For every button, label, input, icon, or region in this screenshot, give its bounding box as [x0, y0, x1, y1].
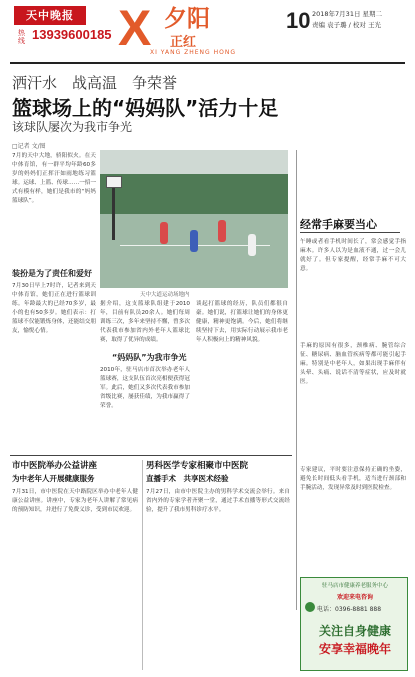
lead-byline: □记者 文/图 [12, 143, 46, 150]
lead-section-head-2: “妈妈队”为我市争光 [112, 353, 187, 362]
photo-backboard [106, 176, 122, 188]
lead-headline: 篮球场上的“妈妈队”活力十足 [12, 96, 279, 120]
health-article-text-1: 午睡或者看手机时间长了，常会感觉手指麻木。许多人以为是血液不通，过一会儿就好了。但专家提醒，经常手麻不可大意。 [300, 239, 406, 272]
masthead [0, 0, 415, 62]
right-column-rule [296, 150, 297, 610]
hotline-number: 13939600185 [32, 27, 112, 42]
photo-player [218, 220, 226, 242]
hotline-label: 热线 [18, 29, 25, 45]
bottom-story-1-subtitle: 为中老年人开展健康服务 [12, 474, 95, 483]
photo-hoop-pole [112, 180, 115, 240]
ad-band: 欢迎来电咨询 [336, 594, 373, 601]
lead-section-head-1: 装扮是为了责任和爱好 [12, 269, 92, 278]
lead-column-3: 谈起打篮球的经历，队员们都很自豪。她们说，打篮球让她们的身体更健康，精神更饱满。今后，她们将继续坚持下去，用实际行动展示我市老年人积极向上的精神风貌。 [196, 301, 288, 343]
lead-subhead: 该球队屡次为我市争光 [12, 120, 133, 134]
newspaper-logo: 天中晚报 [14, 6, 86, 25]
advertisement [300, 577, 408, 671]
ad-organization: 驻马店市健康养老服务中心 [321, 583, 388, 589]
lead-column-1: 7月的天中大地，骄阳似火。在天中体育馆，有一群平均年龄60多岁的妈妈们正挥汗如雨地练习篮球。运球、上篮、传球……一招一式有模有样，她们是我市的“妈妈篮球队”。 [12, 153, 96, 204]
bottom-story-1-text: 7月31日，市中医院在天中路院区举办中老年人健康公益讲座。讲座中，专家为老年人讲解了常见病的预防知识，并进行了免费义诊，受到市民欢迎。 [12, 489, 138, 513]
health-article-text-3: 专家建议，平时要注意保持正确的坐姿，避免长时间低头看手机，适当进行颈部和手腕活动，发现异常及时到医院检查。 [300, 467, 406, 491]
lead-column-2b: 2010年，驻马店市首次举办老年人篮球赛，这支队伍首次亮相便获得冠军。此后，她们又多次代表我市参加省级比赛，屡获佳绩，为我市赢得了荣誉。 [100, 367, 190, 409]
photo-player [190, 230, 198, 252]
lead-column-2: 据介绍，这支篮球队组建于2010年，目前有队员20余人。她们每周训练三次，多年来坚持不懈，曾多次代表我市参加省内外老年人篮球比赛，取得了优异的成绩。 [100, 301, 190, 343]
health-title-rule [300, 232, 400, 233]
bottom-story-2-text: 7月27日，由市中医院主办的男科学术交流会举行。来自省内外的专家学者齐聚一堂，通过手术直播等形式交流经验，提升了我市男科诊疗水平。 [146, 489, 290, 513]
photo-player [160, 222, 168, 244]
bottom-section-rule [10, 455, 292, 456]
bottom-story-2-title: 男科医学专家相聚市中医院 [146, 461, 249, 471]
section-pinyin: XI YANG ZHENG HONG [150, 49, 236, 56]
section-logo-x: X [118, 0, 152, 56]
bottom-story-1-title: 市中医院举办公益讲座 [12, 461, 98, 471]
section-title: 夕阳 [164, 6, 210, 32]
ad-phone: 电话：0396-8881 888 [317, 606, 382, 613]
issue-date: 2018年7月31日 星期二 [312, 10, 383, 18]
photo-trees [100, 174, 288, 214]
editor-line: 责编 袁子璐 / 校对 王光 [312, 21, 381, 29]
page-number: 10 [286, 8, 311, 33]
photo-player [248, 234, 256, 256]
ad-slogan-2: 安享幸福晚年 [318, 642, 391, 656]
masthead-rule [10, 62, 405, 64]
section-subtitle: 正红 [170, 35, 197, 50]
ad-phone-icon [305, 602, 315, 612]
bottom-column-separator [142, 460, 143, 670]
ad-slogan-1: 关注自身健康 [318, 624, 391, 638]
bottom-story-2-subtitle: 直播手术 共享医术经验 [146, 474, 229, 483]
basketball-photo [100, 150, 288, 288]
health-article-text-2: 手麻的原因有很多，颈椎病、腕管综合征、糖尿病、脑血管疾病等都可能引起手麻。特别是中老年人，如果出现手麻伴有头晕、头痛、说话不清等症状，应及时就医。 [300, 343, 406, 385]
lead-column-1b: 7月30日早上7时许，记者来到天中体育馆，她们正在进行篮球训练。年龄最大的已经70多岁，最小的也有50多岁。她们表示：打篮球不仅能锻炼身体，还能结交朋友，愉悦心情。 [12, 283, 96, 334]
lead-kicker: 洒汗水 战高温 争荣誉 [12, 74, 178, 92]
health-article-title: 经常手麻要当心 [300, 218, 377, 231]
photo-caption: 天中大道运动场地内 [140, 292, 190, 298]
